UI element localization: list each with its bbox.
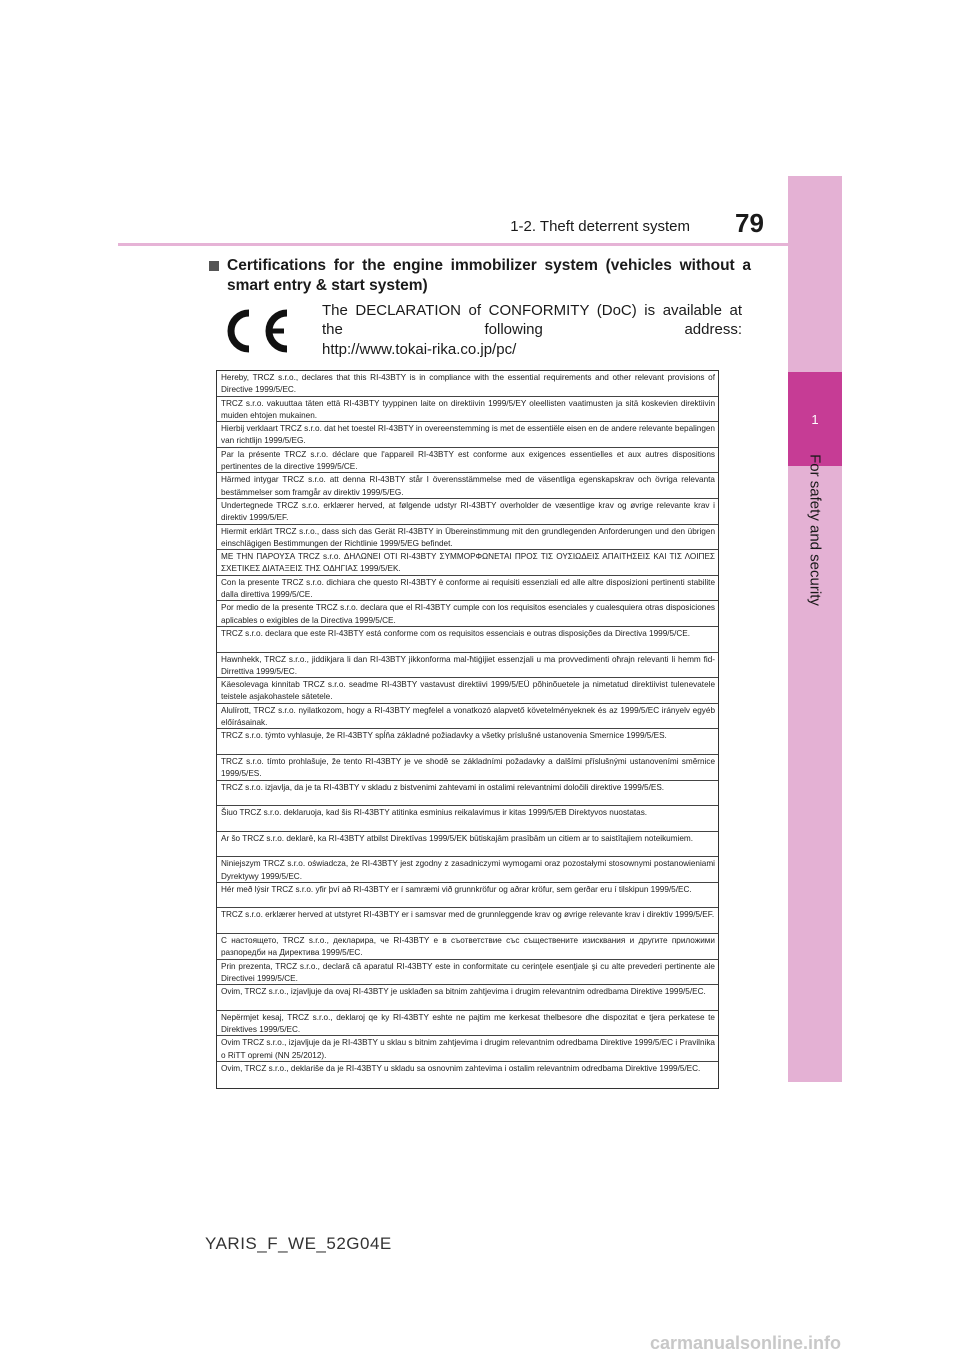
declaration-row: TRCZ s.r.o. izjavlja, da je ta RI-43BTY v skladu z bistvenimi zahtevami in ostalimi relevantnimi določili direktive 1999/5/ES.: [217, 781, 718, 807]
declaration-row: Niniejszym TRCZ s.r.o. oświadcza, że RI-43BTY jest zgodny z zasadniczymi wymogami oraz pozostałymi stosownymi postanowieniami Dyrektywy 1999/5/EC.: [217, 857, 718, 883]
declaration-row: TRCZ s.r.o. týmto vyhlasuje, že RI-43BTY spĺňa základné požiadavky a všetky príslušné ustanovenia Smernice 1999/5/ES.: [217, 729, 718, 755]
side-tab: [788, 176, 842, 1082]
declaration-row: ΜΕ ΤΗΝ ΠΑΡΟΥΣΑ TRCZ s.r.o. ΔΗΛΩΝΕΙ ΟΤΙ RI-43BTY ΣΥΜΜΟΡΦΩΝΕΤΑΙ ΠΡΟΣ ΤΙΣ ΟΥΣΙΩΔΕΙΣ ΑΠΑΙΤΗΣΕΙΣ ΚΑΙ ΤΙΣ ΛΟΙΠΕΣ ΣΧΕΤΙΚΕΣ ΔΙΑΤΑΞΕΙΣ ΤΗΣ ΟΔΗΓΙΑΣ 1999/5/ΕΚ.: [217, 550, 718, 576]
document-code: YARIS_F_WE_52G04E: [205, 1234, 392, 1253]
declaration-row: Härmed intygar TRCZ s.r.o. att denna RI-43BTY står I överensstämmelse med de väsentliga egenskapskrav och övriga relevanta bestämmelser som framgår av direktiv 1999/5/EG.: [217, 473, 718, 499]
declaration-row: Ovim, TRCZ s.r.o., deklariše da je RI-43BTY u skladu sa osnovnim zahtevima i ostalim relevantnim odredbama Direktive 1999/5/EC.: [221, 1064, 701, 1074]
page-number: 79: [735, 208, 764, 238]
section-heading: [209, 256, 751, 296]
declaration-row: Par la présente TRCZ s.r.o. déclare que l'appareil RI-43BTY est conforme aux exigences essentielles et aux autres dispositions pertinentes de la directive 1999/5/CE.: [217, 448, 718, 474]
declaration-row: С настоящето, TRCZ s.r.o., декларира, че RI-43BTY е в съответствие със съществените изисквания и другите приложими разпоредби на Директива 1999/5/ЕС.: [217, 934, 718, 960]
declaration-row: Hawnhekk, TRCZ s.r.o., jiddikjara li dan RI-43BTY jikkonforma mal-ħtiġijiet essenzjali u ma provvedimenti oħrajn relevanti li hemm fid-Dirrettiva 1999/5/EC.: [217, 653, 718, 679]
declaration-row: TRCZ s.r.o. tímto prohlašuje, že tento RI-43BTY je ve shodě se základními požadavky a dalšími příslušnými ustanoveními směrnice 1999/5/ES.: [217, 755, 718, 781]
declaration-row: Nepërmjet kesaj, TRCZ s.r.o., deklaroj qe ky RI-43BTY eshte ne pajtim me kerkesat thelbesore dhe dispozitat e tjera perkatese te Direktives 1999/5/EC.: [217, 1011, 718, 1037]
declaration-row: TRCZ s.r.o. erklærer herved at utstyret RI-43BTY er i samsvar med de grunnleggende krav og øvrige relevante krav i direktiv 1999/5/EF.: [217, 908, 718, 934]
conformity-url: http://www.tokai-rika.co.jp/pc/: [322, 341, 517, 358]
declaration-row: Hereby, TRCZ s.r.o., declares that this RI-43BTY is in compliance with the essential requirements and other relevant provisions of Directive 1999/5/EC.: [217, 371, 718, 397]
declaration-row: Ovim TRCZ s.r.o., izjavljuje da je RI-43BTY u sklau s bitnim zahtjevima i drugim relevantnim odredbama Direktive 1999/5/EC i Pravilnika o RiTT opremi (NN 25/2012).: [217, 1036, 718, 1062]
declaration-row: TRCZ s.r.o. declara que este RI-43BTY está conforme com os requisitos essenciais e outras disposições da Directiva 1999/5/CE.: [217, 627, 718, 653]
header-title: 1-2. Theft deterrent system: [510, 218, 690, 235]
declaration-row: Alulírott, TRCZ s.r.o. nyilatkozom, hogy a RI-43BTY megfelel a vonatkozó alapvető követelményeknek és az 1999/5/EC irányelv egyéb előírásainak.: [217, 704, 718, 730]
declaration-row: TRCZ s.r.o. vakuuttaa täten että RI-43BTY tyyppinen laite on direktiivin 1999/5/EY oleellisten vaatimusten ja sitä koskevien direktiivin muiden ehtojen mukainen.: [217, 397, 718, 423]
declaration-row: Hiermit erklärt TRCZ s.r.o., dass sich das Gerät RI-43BTY in Übereinstimmung mit den grundlegenden Anforderungen und den übrigen einschlägigen Bestimmungen der Richtlinie 1999/5/EG befindet.: [217, 525, 718, 551]
declaration-row: Hierbij verklaart TRCZ s.r.o. dat het toestel RI-43BTY in overeenstemming is met de essentiële eisen en de andere relevante bepalingen van richtlijn 1999/5/EG.: [217, 422, 718, 448]
declaration-row: Ovim, TRCZ s.r.o., izjavljuje da ovaj RI-43BTY je usklađen sa bitnim zahtjevima i drugim relevantnim odredbama Direktive 1999/5/EC.: [217, 985, 718, 1011]
declaration-row: Ar šo TRCZ s.r.o. deklarē, ka RI-43BTY atbilst Direktīvas 1999/5/EK būtiskajām prasībām un citiem ar to saistītajiem noteikumiem.: [217, 832, 718, 858]
declaration-row: Con la presente TRCZ s.r.o. dichiara che questo RI-43BTY è conforme ai requisiti essenziali ed alle altre disposizioni pertinenti stabilite dalla direttiva 1999/5/CE.: [217, 576, 718, 602]
declaration-row: Prin prezenta, TRCZ s.r.o., declară că aparatul RI-43BTY este in conformitate cu cerinţele esenţiale şi cu alte prevederi pertinente ale Directivei 1999/5/CE.: [217, 960, 718, 986]
conformity-text: The DECLARATION of CONFORMITY (DoC) is available at the following address:: [322, 302, 742, 338]
header-divider: [118, 243, 840, 246]
side-tab-chapter-number: 1: [788, 372, 842, 466]
side-tab-chapter-label: For safety and security: [806, 454, 824, 606]
declaration-row: Hér með lýsir TRCZ s.r.o. yfir því að RI-43BTY er í samræmi við grunnkröfur og aðrar kröfur, sem gerðar eru í tilskipun 1999/5/EC.: [217, 883, 718, 909]
section-heading-text: Certifications for the engine immobilizer system (vehicles without a smart entry & start system): [227, 257, 751, 294]
declaration-row: Käesolevaga kinnitab TRCZ s.r.o. seadme RI-43BTY vastavust direktiivi 1999/5/EÜ põhinõuetele ja nimetatud direktiivist tulenevatele teistele asjakohastele sätetele.: [217, 678, 718, 704]
declaration-row: Šiuo TRCZ s.r.o. deklaruoja, kad šis RI-43BTY atitinka esminius reikalavimus ir kitas 1999/5/EB Direktyvos nuostatas.: [217, 806, 718, 832]
watermark: carmanualsonline.info: [650, 1333, 842, 1353]
declaration-row: Por medio de la presente TRCZ s.r.o. declara que el RI-43BTY cumple con los requisitos esenciales y cualesquiera otras disposiciones aplicables o exigibles de la Directiva 1999/5/CE.: [217, 601, 718, 627]
declarations-table: [216, 370, 719, 1089]
section-square-icon: [209, 261, 219, 271]
declaration-row: Undertegnede TRCZ s.r.o. erklærer herved, at følgende udstyr RI-43BTY overholder de væsentlige krav og øvrige relevante krav i direktiv 1999/5/EF.: [217, 499, 718, 525]
ce-mark-icon: [218, 306, 290, 356]
